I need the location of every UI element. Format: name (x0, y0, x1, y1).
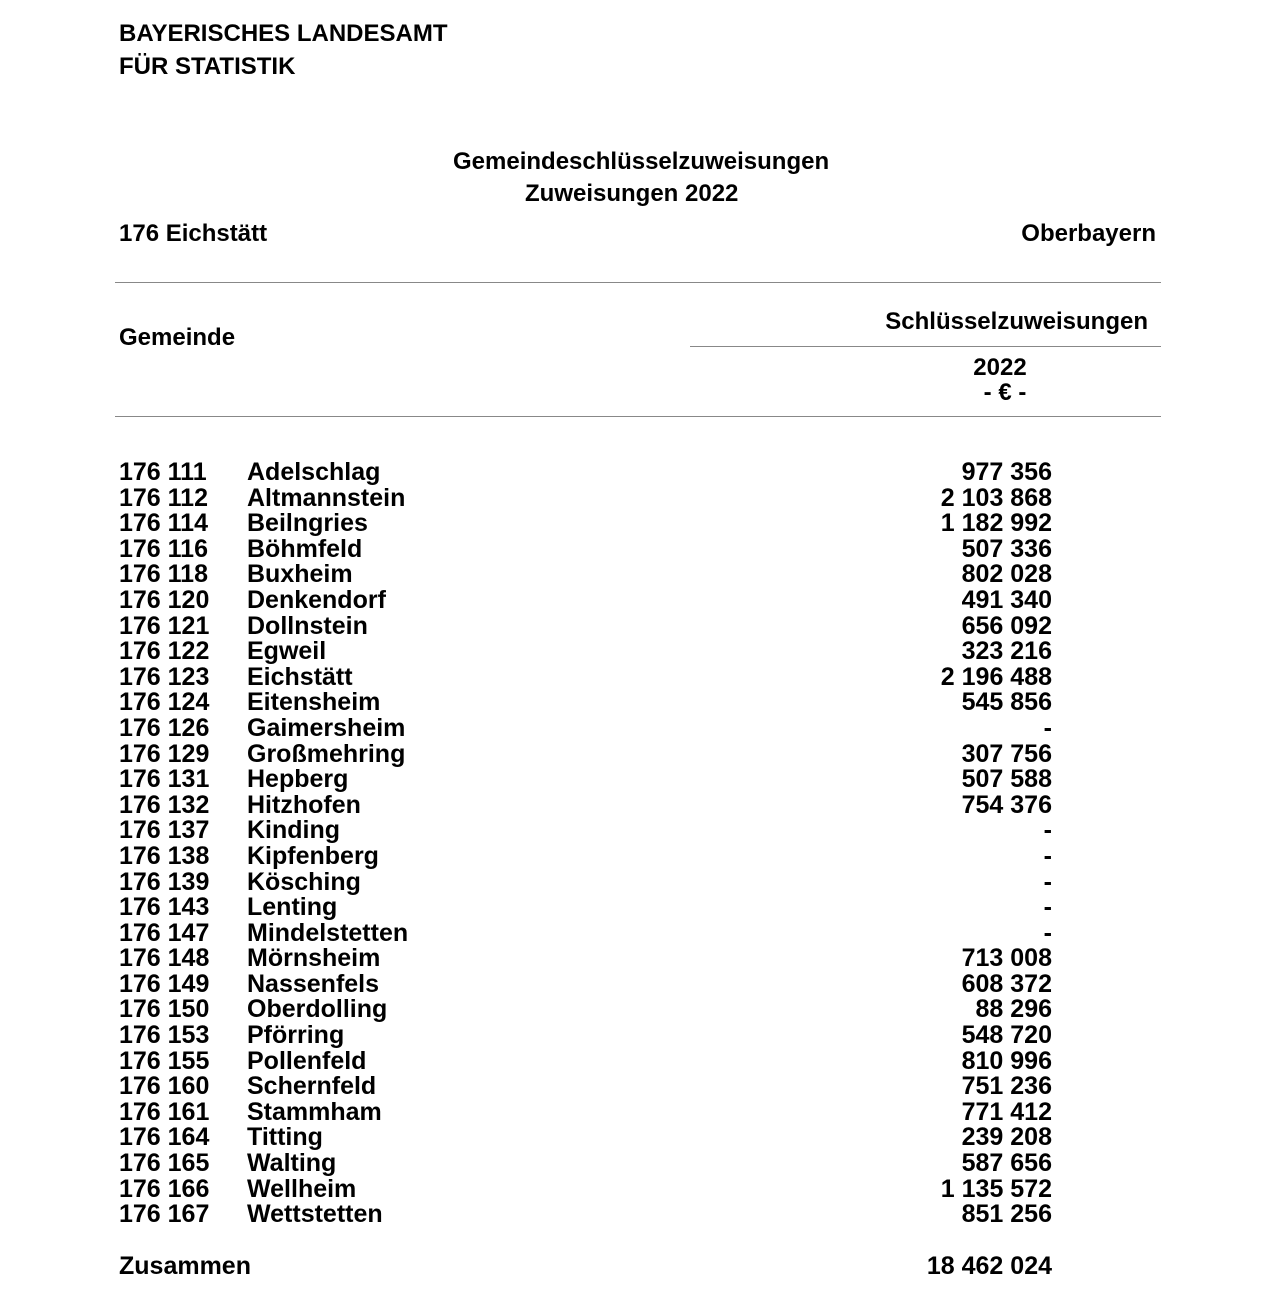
municipality-key: 176 112 (119, 483, 208, 512)
table-row (0, 511, 1280, 537)
district-label: 176 Eichstätt (119, 220, 268, 247)
total-value: 18 462 024 (926, 1252, 1052, 1280)
column-header-schluesselzuweisungen: Schlüsselzuweisungen (885, 308, 1148, 335)
allocation-value: 491 340 (961, 585, 1052, 614)
allocation-value: 713 008 (961, 944, 1052, 973)
municipality-name: Egweil (247, 637, 327, 666)
municipality-name: Böhmfeld (247, 534, 363, 563)
table-body (0, 460, 1280, 1228)
allocation-value: 88 296 (975, 995, 1052, 1024)
municipality-key: 176 124 (119, 688, 210, 717)
municipality-key: 176 120 (119, 585, 210, 614)
allocation-value: 851 256 (961, 1200, 1052, 1229)
table-header-bottom-rule (115, 416, 1161, 417)
organization-name-line-1: BAYERISCHES LANDESAMT (119, 20, 448, 47)
table-row (0, 946, 1280, 972)
table-row (0, 1074, 1280, 1100)
table-row (0, 1151, 1280, 1177)
table-row (0, 1046, 1280, 1075)
municipality-key: 176 131 (119, 765, 210, 794)
column-header-gemeinde: Gemeinde (119, 324, 236, 351)
municipality-name: Nassenfels (247, 969, 380, 998)
allocation-value: - (1043, 918, 1052, 947)
municipality-name: Kösching (247, 867, 361, 896)
table-row (0, 767, 1280, 793)
allocation-value: - (1043, 867, 1052, 896)
municipality-key: 176 121 (119, 611, 210, 640)
allocation-value: - (1043, 816, 1052, 845)
allocation-value: 307 756 (961, 739, 1052, 768)
table-row (0, 1097, 1280, 1126)
municipality-key: 176 164 (119, 1123, 210, 1152)
organization-name-line-2: FÜR STATISTIK (119, 53, 296, 80)
municipality-name: Denkendorf (247, 585, 386, 614)
municipality-key: 176 129 (119, 739, 210, 768)
municipality-key: 176 166 (119, 1174, 210, 1203)
municipality-key: 176 111 (119, 458, 207, 486)
table-row (0, 460, 1280, 486)
municipality-name: Buxheim (247, 560, 353, 589)
municipality-name: Adelschlag (247, 458, 381, 486)
municipality-name: Eitensheim (247, 688, 381, 717)
municipality-key: 176 155 (119, 1046, 210, 1075)
document-subtitle: Zuweisungen 2022 (525, 180, 739, 207)
allocation-value: 608 372 (961, 969, 1052, 998)
municipality-key: 176 147 (119, 918, 210, 947)
municipality-key: 176 167 (119, 1200, 210, 1229)
table-row (0, 483, 1280, 512)
allocation-value: 751 236 (961, 1072, 1052, 1101)
column-header-unit: - € - (983, 379, 1027, 406)
table-row (0, 690, 1280, 716)
municipality-name: Walting (247, 1149, 337, 1178)
table-top-rule (115, 282, 1161, 283)
table-row (0, 662, 1280, 691)
municipality-key: 176 138 (119, 841, 210, 870)
municipality-key: 176 150 (119, 995, 210, 1024)
allocation-value: 2 196 488 (940, 662, 1052, 691)
municipality-name: Kinding (247, 816, 341, 845)
table-row (0, 841, 1280, 870)
column-header-year: 2022 (973, 354, 1027, 381)
allocation-value: 802 028 (961, 560, 1052, 589)
municipality-key: 176 165 (119, 1149, 210, 1178)
municipality-key: 176 123 (119, 662, 210, 691)
municipality-name: Pförring (247, 1021, 345, 1050)
allocation-value: 2 103 868 (940, 483, 1052, 512)
municipality-name: Mindelstetten (247, 918, 409, 947)
municipality-key: 176 143 (119, 893, 210, 922)
table-row (0, 739, 1280, 768)
municipality-key: 176 160 (119, 1072, 210, 1101)
municipality-name: Oberdolling (247, 995, 388, 1024)
municipality-name: Wettstetten (247, 1200, 383, 1229)
allocation-value: 1 182 992 (940, 509, 1052, 538)
municipality-key: 176 153 (119, 1021, 210, 1050)
municipality-key: 176 148 (119, 944, 210, 973)
table-row (0, 969, 1280, 998)
municipality-key: 176 116 (119, 534, 208, 563)
allocation-value: 977 356 (961, 458, 1052, 486)
municipality-name: Eichstätt (247, 662, 353, 691)
allocation-value: - (1043, 893, 1052, 922)
municipality-name: Altmannstein (247, 483, 406, 512)
table-row (0, 713, 1280, 742)
municipality-key: 176 122 (119, 637, 210, 666)
document-title: Gemeindeschlüsselzuweisungen (453, 148, 830, 175)
table-row (0, 1023, 1280, 1049)
municipality-name: Wellheim (247, 1174, 357, 1203)
table-row (0, 534, 1280, 563)
municipality-name: Hepberg (247, 765, 349, 794)
table-row (0, 818, 1280, 844)
table-row (0, 1202, 1280, 1228)
table-row (0, 585, 1280, 614)
municipality-name: Dollnstein (247, 611, 368, 640)
allocation-value: 1 135 572 (940, 1174, 1052, 1203)
municipality-name: Gaimersheim (247, 713, 406, 742)
allocation-value: 587 656 (961, 1149, 1052, 1178)
allocation-value: 323 216 (961, 637, 1052, 666)
table-row (0, 997, 1280, 1023)
table-row (0, 562, 1280, 588)
table-row (0, 790, 1280, 819)
municipality-name: Beilngries (247, 509, 368, 538)
table-row (0, 639, 1280, 665)
allocation-value: - (1043, 713, 1052, 742)
municipality-name: Hitzhofen (247, 790, 361, 819)
allocation-value: 810 996 (961, 1046, 1052, 1075)
allocation-value: 239 208 (961, 1123, 1052, 1152)
municipality-name: Lenting (247, 893, 338, 922)
municipality-name: Pollenfeld (247, 1046, 367, 1075)
column-header-sub-rule (690, 346, 1161, 347)
allocation-value: 507 588 (961, 765, 1052, 794)
municipality-key: 176 161 (119, 1097, 210, 1126)
municipality-name: Titting (247, 1123, 323, 1152)
allocation-value: 507 336 (961, 534, 1052, 563)
allocation-value: 656 092 (961, 611, 1052, 640)
municipality-name: Großmehring (247, 739, 406, 768)
allocation-value: 548 720 (961, 1021, 1052, 1050)
municipality-name: Mörnsheim (247, 944, 381, 973)
municipality-key: 176 149 (119, 969, 210, 998)
municipality-key: 176 139 (119, 867, 210, 896)
municipality-name: Schernfeld (247, 1072, 377, 1101)
table-row (0, 1174, 1280, 1203)
table-row (0, 867, 1280, 896)
allocation-value: 545 856 (961, 688, 1052, 717)
municipality-key: 176 126 (119, 713, 210, 742)
table-row (0, 918, 1280, 947)
table-row (0, 611, 1280, 640)
table-row (0, 1125, 1280, 1151)
municipality-name: Kipfenberg (247, 841, 379, 870)
municipality-key: 176 118 (119, 560, 208, 589)
municipality-name: Stammham (247, 1097, 382, 1126)
allocation-value: 754 376 (961, 790, 1052, 819)
total-label: Zusammen (119, 1252, 251, 1280)
municipality-key: 176 137 (119, 816, 210, 845)
allocation-value: - (1043, 841, 1052, 870)
municipality-key: 176 132 (119, 790, 210, 819)
allocation-value: 771 412 (961, 1097, 1052, 1126)
table-row (0, 895, 1280, 921)
region-label: Oberbayern (1021, 220, 1156, 247)
municipality-key: 176 114 (119, 509, 208, 538)
